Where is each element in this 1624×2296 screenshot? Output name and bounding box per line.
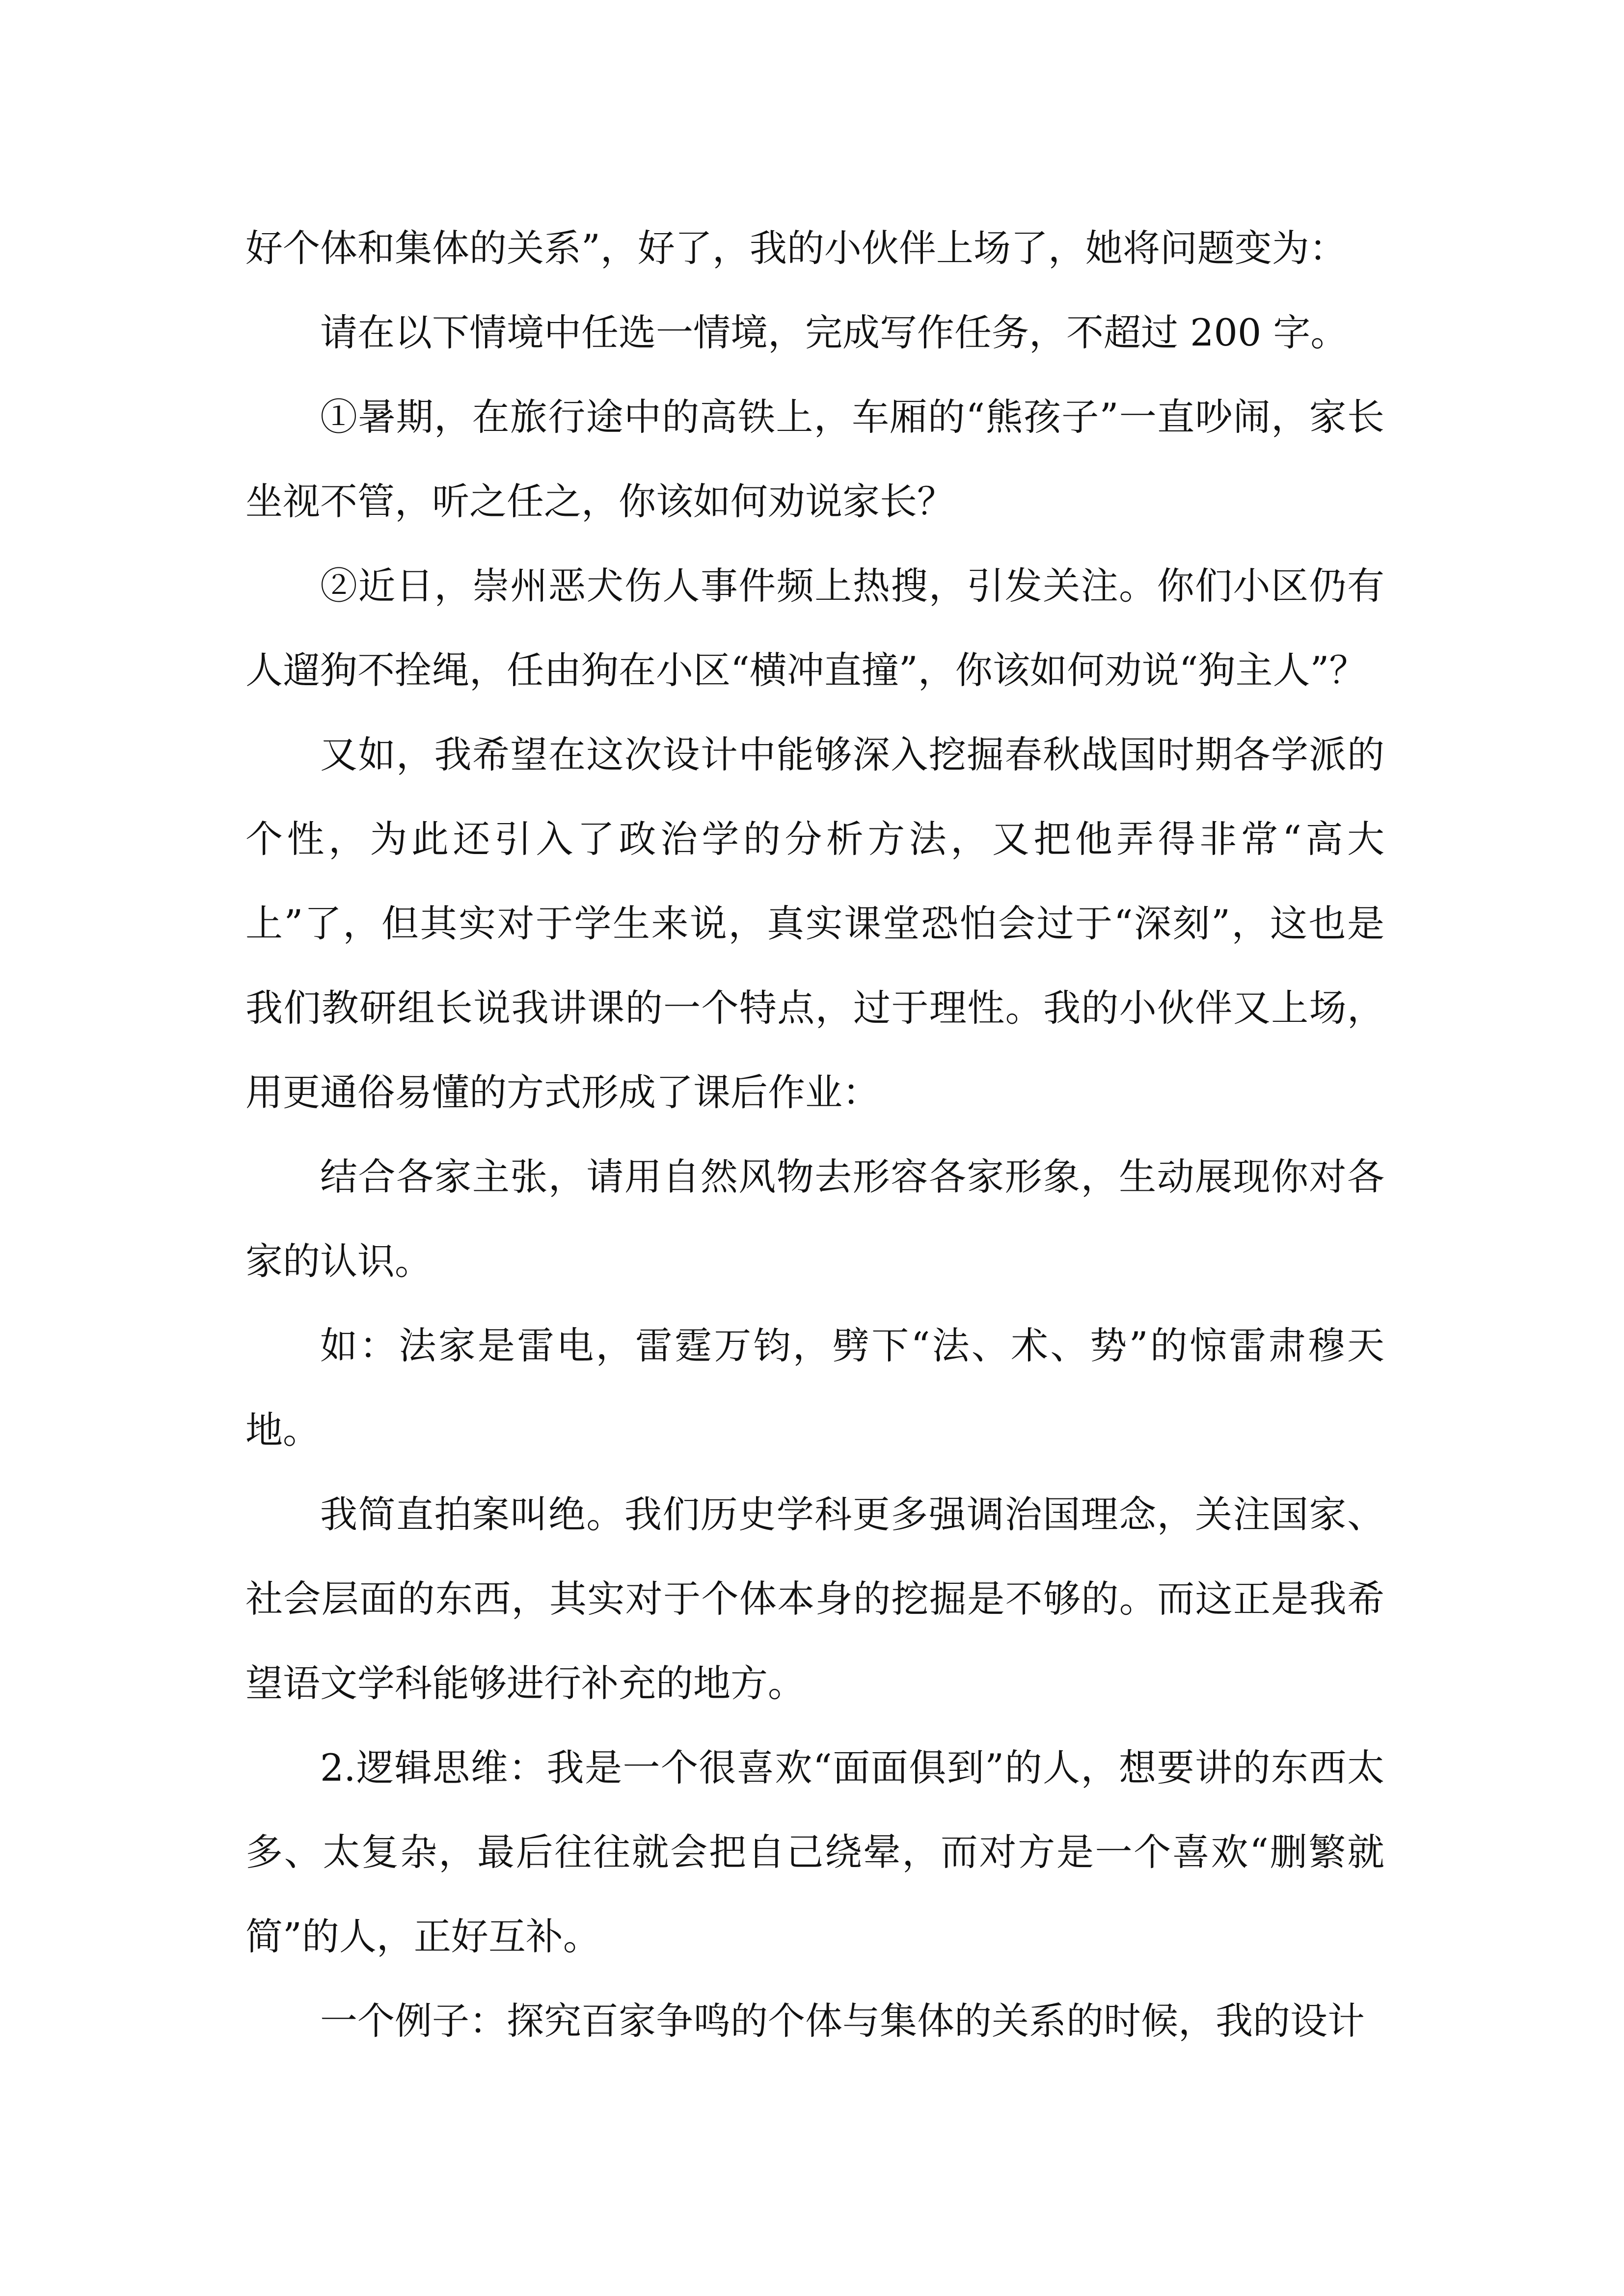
paragraph-continuation: 好个体和集体的关系”，好了，我的小伙伴上场了，她将问题变为：	[245, 226, 1347, 270]
paragraph-legalist-example: 如：法家是雷电，雷霆万钧，劈下“法、术、势”的惊雷肃穆天地。	[245, 1324, 1384, 1452]
paragraph-example-design: 又如，我希望在这次设计中能够深入挖掘春秋战国时期各学派的个性，为此还引入了政治学的分析方法，又把他弄得非常“高大上”了，但其实对于学生来说，真实课堂恐怕会过于“深刻”，这也是我们教研组长说我讲课的一个特点，过于理性。我的小伙伴又上场，用更通俗易懂的方式形成了课后作业：	[245, 733, 1384, 1114]
paragraph-logical-thinking: 2.逻辑思维：我是一个很喜欢“面面俱到”的人，想要讲的东西太多、太复杂，最后往往就会把自己绕晕，而对方是一个喜欢“删繁就简”的人，正好互补。	[245, 1746, 1384, 1958]
document-body	[245, 206, 1384, 2063]
paragraph-homework: 结合各家主张，请用自然风物去形容各家形象，生动展现你对各家的认识。	[245, 1155, 1384, 1283]
paragraph-another-example: 一个例子：探究百家争鸣的个体与集体的关系的时候，我的设计	[320, 1999, 1365, 2043]
paragraph-writing-task: 请在以下情境中任选一情境，完成写作任务，不超过 200 字。	[320, 311, 1348, 354]
paragraph-reflection: 我简直拍案叫绝。我们历史学科更多强调治国理念，关注国家、社会层面的东西，其实对于个体本身的挖掘是不够的。而这正是我希望语文学科能够进行补充的地方。	[245, 1493, 1384, 1705]
paragraph-scenario-1: ①暑期，在旅行途中的高铁上，车厢的“熊孩子”一直吵闹，家长坐视不管，听之任之，你该如何劝说家长？	[245, 395, 1384, 523]
paragraph-scenario-2: ②近日，崇州恶犬伤人事件频上热搜，引发关注。你们小区仍有人遛狗不拴绳，任由狗在小区“横冲直撞”，你该如何劝说“狗主人”？	[245, 564, 1384, 692]
